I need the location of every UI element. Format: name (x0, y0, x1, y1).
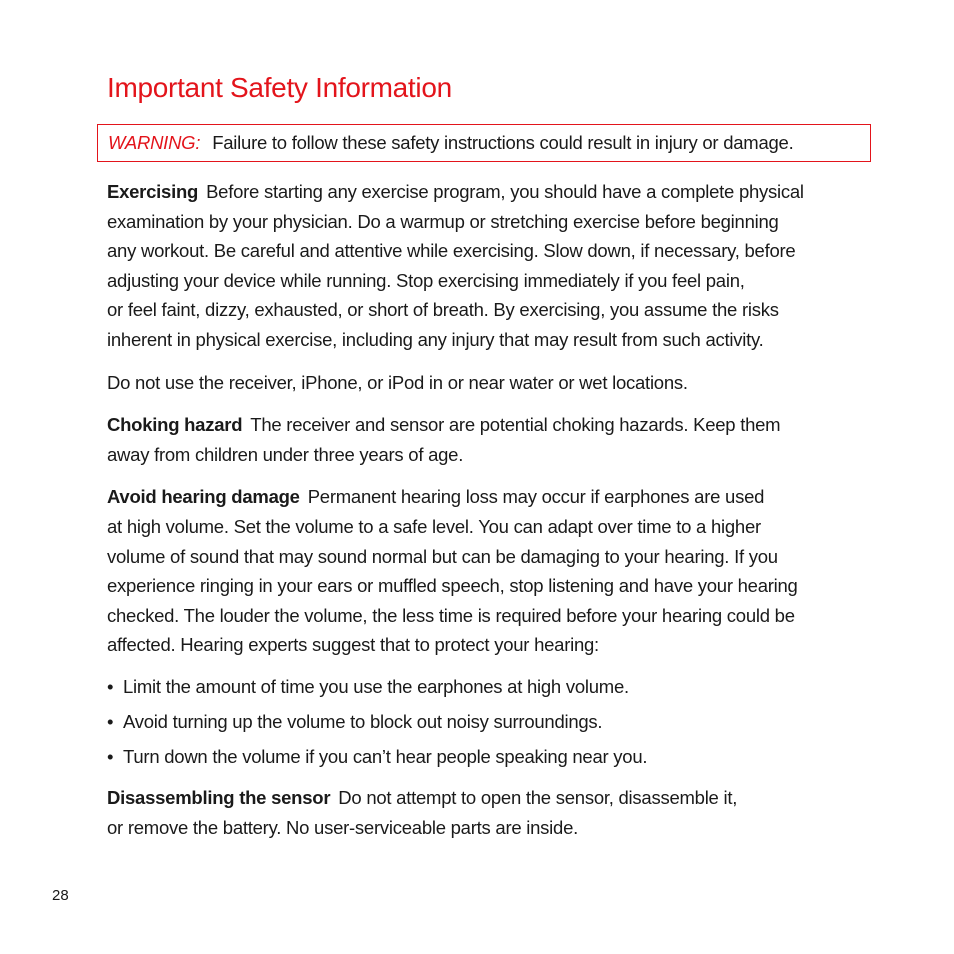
paragraph-line (107, 783, 877, 813)
list-item (107, 739, 877, 774)
paragraph-line: or feel faint, dizzy, exhausted, or short of breath. By exercising, you assume the risks (107, 299, 779, 321)
page-title: Important Safety Information (107, 72, 452, 103)
list-item-text: Limit the amount of time you use the earphones at high volume. (123, 675, 629, 697)
bullet-icon: • (107, 745, 114, 767)
list-item-text: Avoid turning up the volume to block out noisy surroundings. (123, 710, 603, 732)
water-paragraph (107, 368, 877, 398)
list-item (107, 704, 877, 739)
paragraph-text: Permanent hearing loss may occur if earphones are used (307, 486, 765, 508)
paragraph-line: inherent in physical exercise, including any injury that may result from such activity. (107, 328, 764, 350)
paragraph-line (107, 482, 877, 512)
disassembling-heading: Disassembling the sensor (107, 786, 331, 808)
paragraph-line (107, 177, 877, 207)
paragraph-line: checked. The louder the volume, the less time is required before your hearing could be (107, 604, 795, 626)
bullet-icon: • (107, 710, 114, 732)
list-item (107, 669, 877, 704)
paragraph-line: adjusting your device while running. Stop exercising immediately if you feel pain, (107, 269, 745, 291)
paragraph-line: volume of sound that may sound normal but can be damaging to your hearing. If you (107, 545, 778, 567)
paragraph-line: examination by your physician. Do a warmup or stretching exercise before beginning (107, 210, 779, 232)
paragraph-line: away from children under three years of age. (107, 443, 464, 465)
disassembling-paragraph (107, 783, 877, 842)
warning-box (97, 124, 871, 162)
exercising-paragraph (107, 177, 877, 355)
page-number: 28 (52, 887, 69, 904)
hearing-bullet-list (107, 669, 877, 774)
safety-content (107, 177, 877, 855)
paragraph-line: Do not use the receiver, iPhone, or iPod in or near water or wet locations. (107, 371, 688, 393)
paragraph-text: Before starting any exercise program, you should have a complete physical (206, 181, 804, 202)
paragraph-text: Do not attempt to open the sensor, disassemble it, (338, 786, 738, 808)
paragraph-line: any workout. Be careful and attentive while exercising. Slow down, if necessary, before (107, 240, 796, 262)
hearing-heading: Avoid hearing damage (107, 486, 300, 508)
hearing-paragraph (107, 482, 877, 660)
warning-text: Failure to follow these safety instructions could result in injury or damage. (212, 132, 794, 153)
warning-label: WARNING: (108, 132, 201, 153)
paragraph-line: affected. Hearing experts suggest that to protect your hearing: (107, 634, 599, 656)
choking-heading: Choking hazard (107, 414, 243, 436)
choking-paragraph (107, 410, 877, 469)
paragraph-line: at high volume. Set the volume to a safe level. You can adapt over time to a higher (107, 515, 761, 537)
paragraph-line: or remove the battery. No user-serviceable parts are inside. (107, 816, 579, 838)
list-item-text: Turn down the volume if you can’t hear people speaking near you. (123, 745, 648, 767)
bullet-icon: • (107, 675, 114, 697)
paragraph-text: The receiver and sensor are potential choking hazards. Keep them (250, 414, 781, 436)
paragraph-line: experience ringing in your ears or muffled speech, stop listening and have your hearing (107, 575, 798, 597)
exercising-heading: Exercising (107, 181, 199, 202)
paragraph-line (107, 410, 877, 440)
